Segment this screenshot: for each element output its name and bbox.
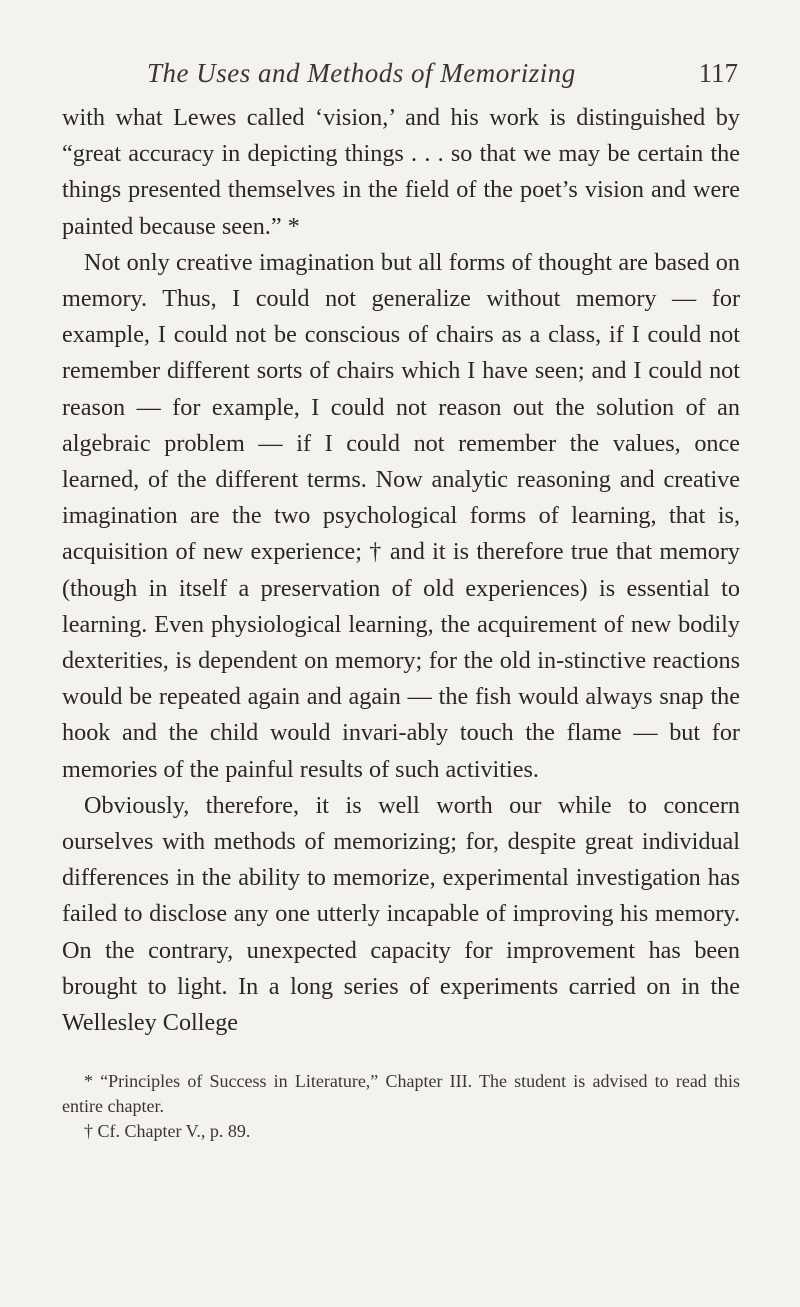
- footnote-dagger: † Cf. Chapter V., p. 89.: [84, 1121, 251, 1142]
- footnotes: [62, 1069, 740, 1144]
- book-page: [62, 50, 740, 1144]
- footnote-asterisk: * “Principles of Success in Literature,” Chapter III. The student is advised to read this entire chapter.: [62, 1071, 740, 1117]
- page-number: 117: [698, 58, 738, 88]
- paragraph-methods: Obviously, therefore, it is well worth our while to concern ourselves with methods of memorizing; for, despite great individual differences in the ability to memorize, experimental investigation has failed to disclose any one utterly incapable of improving his memory. On the contrary, unexpected capacity for improvement has been brought to light. In a long series of experiments carried on in the Wellesley College: [62, 791, 740, 1037]
- running-title: The Uses and Methods of Memorizing: [147, 58, 576, 88]
- running-head: [62, 50, 740, 94]
- body-text: [62, 100, 740, 1041]
- paragraph-continued: with what Lewes called ‘vision,’ and his work is distinguished by “great accuracy in depicting things . . . so that we may be certain the things presented themselves in the field of the poet’s vision and were painted because seen.” *: [62, 104, 740, 240]
- paragraph-memory-thought: Not only creative imagination but all forms of thought are based on memory. Thus, I could not generalize without memory — for example, I could not be conscious of chairs as a class, if I could not remember different sorts of chairs which I have seen; and I could not reason — for example, I could not reason out the solution of an algebraic problem — if I could not remember the values, once learned, of the different terms. Now analytic reasoning and creative imagination are the two psychological forms of learning, that is, acquisition of new experience; † and it is therefore true that memory (though in itself a preservation of old experiences) is essential to learning. Even physiological learning, the acquirement of new bodily dexterities, is dependent on memory; for the old in-stinctive reactions would be repeated again and again — the fish would always snap the hook and the child would invari-ably touch the flame — but for memories of the painful results of such activities.: [62, 248, 740, 783]
